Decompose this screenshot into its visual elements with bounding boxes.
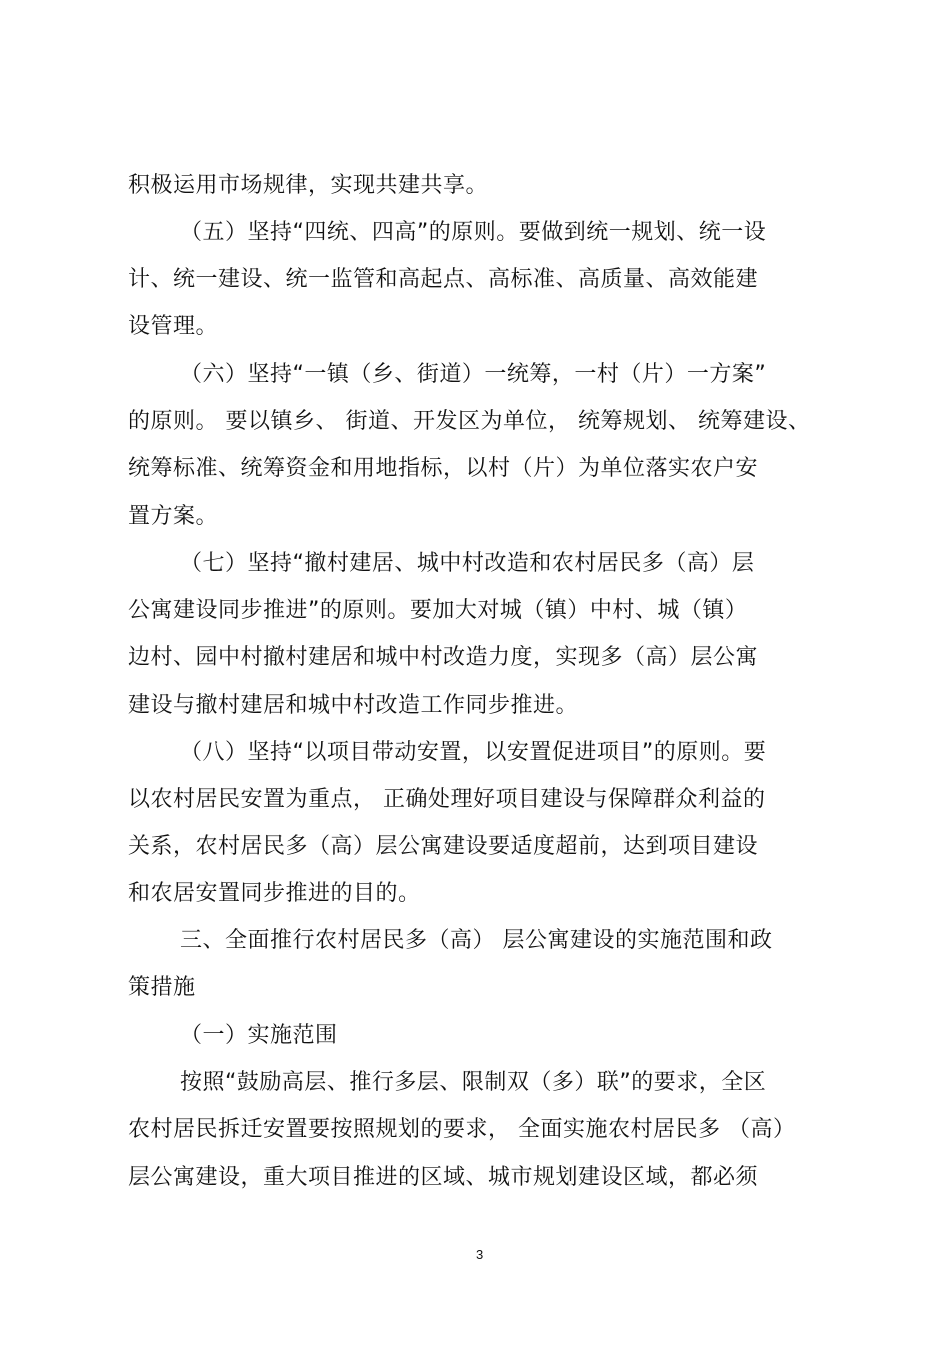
text-line: 计、统一建设、统一监管和高起点、高标准、高质量、高效能建	[128, 267, 759, 292]
text-line: 层公寓建设，重大项目推进的区域、城市规划建设区域，都必须	[128, 1165, 759, 1190]
text-line: （七）坚持“撤村建居、城中村改造和农村居民多（高）层	[180, 551, 755, 576]
text-line: （六）坚持“一镇（乡、街道）一统筹，一村（片）一方案”	[180, 362, 767, 387]
text-line: 以农村居民安置为重点， 正确处理好项目建设与保障群众利益的	[128, 787, 766, 812]
subsection-heading: （一）实施范围	[180, 1023, 338, 1048]
text-line: 按照“鼓励高层、推行多层、限制双（多）联”的要求，全区	[180, 1070, 767, 1095]
text-line: 积极运用市场规律，实现共建共享。	[128, 173, 489, 198]
text-line: （八）坚持“以项目带动安置，以安置促进项目”的原则。要	[180, 740, 767, 765]
section-heading: 三、全面推行农村居民多（高） 层公寓建设的实施范围和政	[180, 928, 773, 953]
text-line: 置方案。	[128, 504, 219, 529]
text-line: 建设与撤村建居和城中村改造工作同步推进。	[128, 693, 579, 718]
text-line: 公寓建设同步推进”的原则。要加大对城（镇）中村、城（镇）	[128, 598, 748, 623]
text-line: 关系，农村居民多（高）层公寓建设要适度超前，达到项目建设	[128, 834, 759, 859]
page-number: 3	[476, 1247, 484, 1262]
text-line: 边村、园中村撤村建居和城中村改造力度，实现多（高）层公寓	[128, 645, 759, 670]
section-heading-continued: 策措施	[128, 975, 196, 1000]
text-line: 农村居民拆迁安置要按照规划的要求， 全面实施农村居民多 （高）	[128, 1117, 796, 1142]
text-line: 统筹标准、统筹资金和用地指标，以村（片）为单位落实农户安	[128, 456, 759, 481]
text-line: （五）坚持“四统、四高”的原则。要做到统一规划、统一设	[180, 220, 767, 245]
text-line: 和农居安置同步推进的目的。	[128, 881, 421, 906]
text-line: 设管理。	[128, 314, 219, 339]
text-line: 的原则。 要以镇乡、 街道、开发区为单位， 统筹规划、 统筹建设、	[128, 409, 811, 434]
